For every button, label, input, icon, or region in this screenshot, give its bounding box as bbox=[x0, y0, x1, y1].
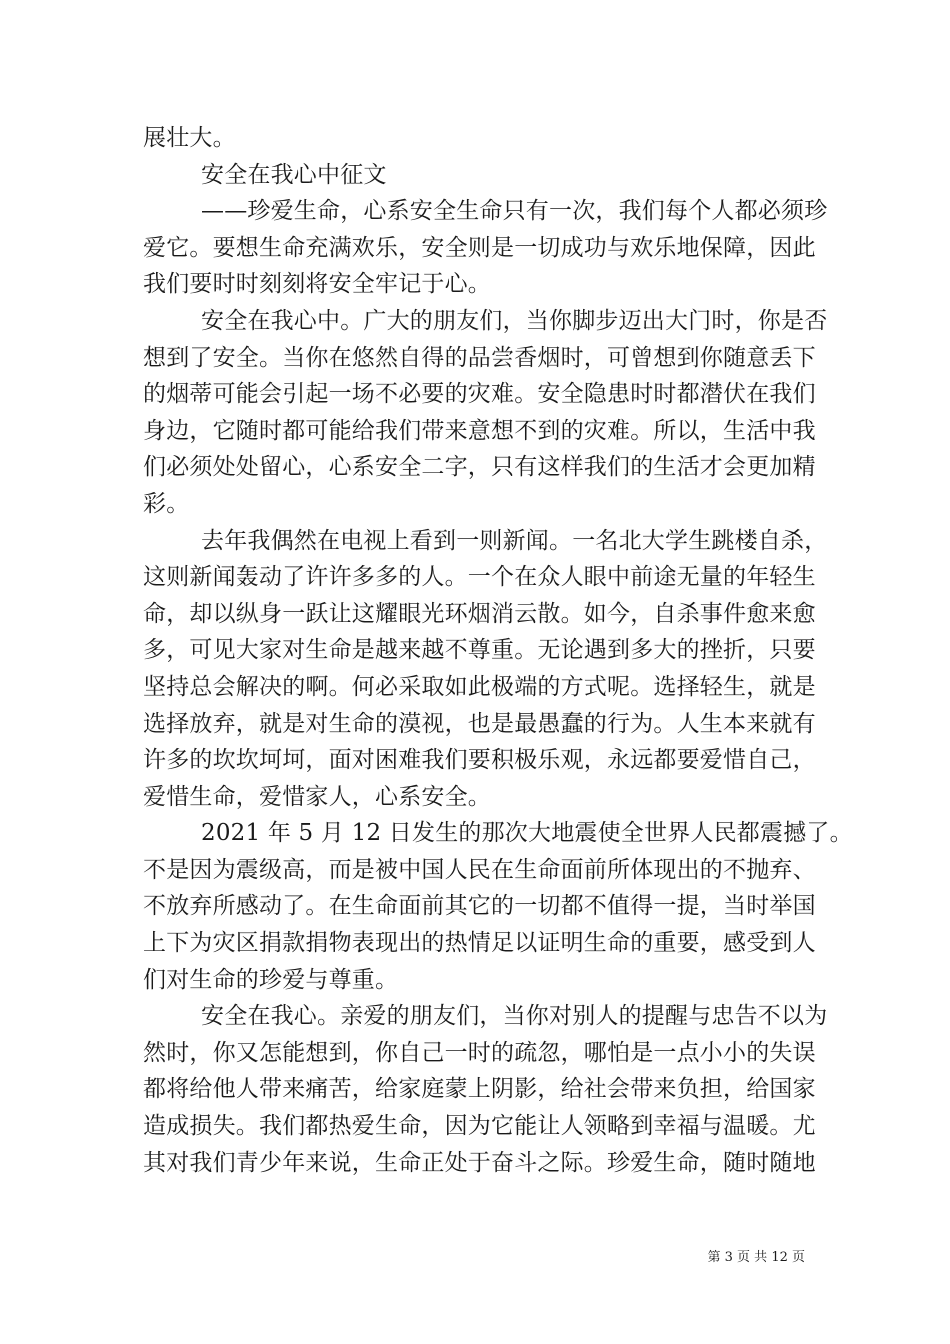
text-line: 去年我偶然在电视上看到一则新闻。一名北大学生跳楼自杀， bbox=[201, 527, 828, 554]
text-line: 坚持总会解决的啊。何必采取如此极端的方式呢。选择轻生，就是 bbox=[143, 673, 816, 700]
text-line: 想到了安全。当你在悠然自得的品尝香烟时，可曾想到你随意丢下 bbox=[143, 344, 816, 371]
text-line: 展壮大。 bbox=[143, 125, 236, 151]
text-line: 们必须处处留心，心系安全二字，只有这样我们的生活才会更加精 bbox=[143, 454, 816, 481]
document-body bbox=[143, 120, 853, 1181]
text-line: 的烟蒂可能会引起一场不必要的灾难。安全隐患时时都潜伏在我们 bbox=[143, 381, 816, 408]
text-line: 爱惜生命，爱惜家人，心系安全。 bbox=[143, 783, 491, 810]
text-line: 安全在我心中征文 bbox=[201, 161, 387, 188]
text-line: 选择放弃，就是对生命的漠视，也是最愚蠢的行为。人生本来就有 bbox=[143, 710, 816, 737]
text-line: 多，可见大家对生命是越来越不尊重。无论遇到多大的挫折，只要 bbox=[143, 637, 816, 664]
text-line: 都将给他人带来痛苦，给家庭蒙上阴影，给社会带来负担，给国家 bbox=[143, 1076, 816, 1103]
text-line: 安全在我心。亲爱的朋友们，当你对别人的提醒与忠告不以为 bbox=[201, 1003, 828, 1030]
text-line: 许多的坎坎坷坷，面对困难我们要积极乐观，永远都要爱惜自己， bbox=[143, 747, 816, 774]
text-line: 们对生命的珍爱与尊重。 bbox=[143, 966, 399, 993]
text-line: 安全在我心中。广大的朋友们，当你脚步迈出大门时，你是否 bbox=[201, 307, 828, 334]
text-line: ——珍爱生命，心系安全生命只有一次，我们每个人都必须珍 bbox=[201, 198, 828, 225]
text-line: 其对我们青少年来说，生命正处于奋斗之际。珍爱生命，随时随地 bbox=[143, 1149, 816, 1176]
text-line: 这则新闻轰动了许许多多的人。一个在众人眼中前途无量的年轻生 bbox=[143, 564, 816, 591]
text-line: 2021 年 5 月 12 日发生的那次大地震使全世界人民都震撼了。 bbox=[201, 820, 853, 847]
text-line: 命，却以纵身一跃让这耀眼光环烟消云散。如今，自杀事件愈来愈 bbox=[143, 600, 816, 627]
text-line: 爱它。要想生命充满欢乐，安全则是一切成功与欢乐地保障，因此 bbox=[143, 234, 816, 261]
text-line: 上下为灾区捐款捐物表现出的热情足以证明生命的重要，感受到人 bbox=[143, 930, 816, 957]
text-line: 我们要时时刻刻将安全牢记于心。 bbox=[143, 271, 491, 298]
text-line: 不是因为震级高，而是被中国人民在生命面前所体现出的不抛弃、 bbox=[143, 856, 816, 883]
text-line: 不放弃所感动了。在生命面前其它的一切都不值得一提，当时举国 bbox=[143, 893, 816, 920]
text-line: 彩。 bbox=[143, 490, 190, 517]
text-line: 身边，它随时都可能给我们带来意想不到的灾难。所以，生活中我 bbox=[143, 417, 816, 444]
text-line: 然时，你又怎能想到，你自己一时的疏忽，哪怕是一点小小的失误 bbox=[143, 1039, 816, 1066]
page-number: 第 3 页 共 12 页 bbox=[707, 1250, 805, 1265]
text-line: 造成损失。我们都热爱生命，因为它能让人领略到幸福与温暖。尤 bbox=[143, 1113, 816, 1140]
